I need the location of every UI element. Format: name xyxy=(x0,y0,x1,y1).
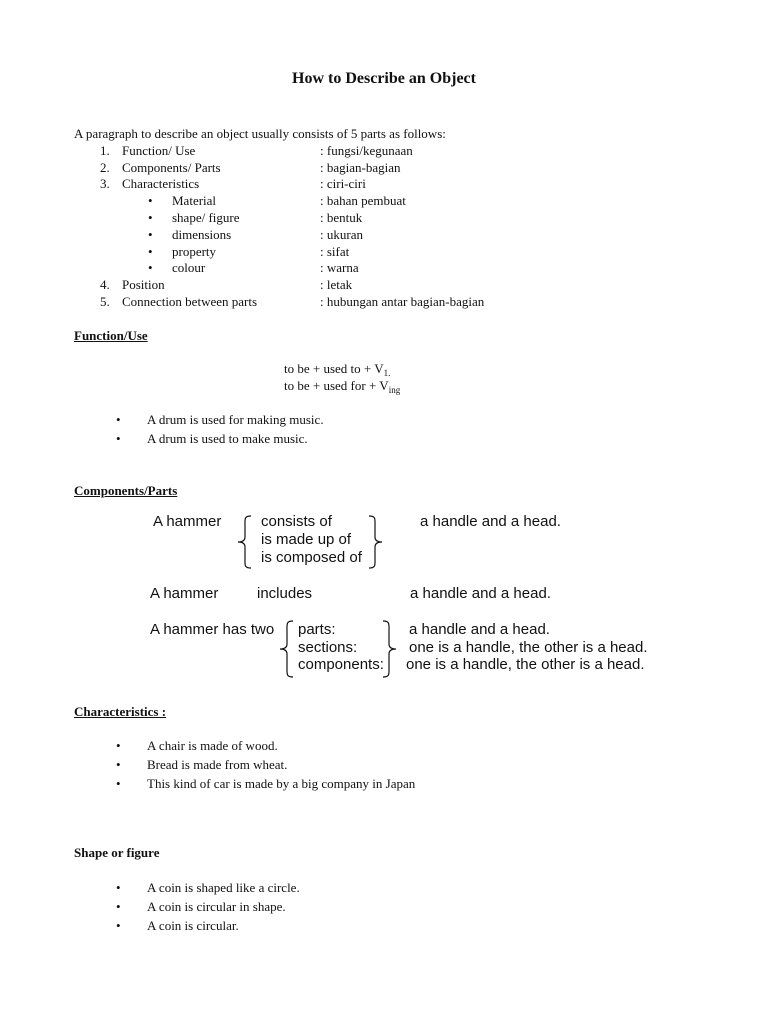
formula-subscript: ing xyxy=(388,385,401,395)
parts-term: Material xyxy=(172,193,217,208)
verb-option: consists of xyxy=(261,513,332,530)
section-heading-components: Components/Parts xyxy=(74,483,178,498)
parts-translation: : bagian-bagian xyxy=(320,160,401,175)
formula-text: to be + used for + V xyxy=(284,378,389,393)
formula-text: to be + used to + V xyxy=(284,361,384,376)
parts-term: shape/ figure xyxy=(172,210,240,225)
shape-example: A coin is shaped like a circle. xyxy=(147,880,300,895)
shape-example: A coin is circular in shape. xyxy=(147,899,286,914)
parts-translation: : sifat xyxy=(320,244,350,259)
shape-example: A coin is circular. xyxy=(147,918,239,933)
parts-translation: : fungsi/kegunaan xyxy=(320,143,413,158)
section-heading-function: Function/Use xyxy=(74,328,148,343)
parts-bullet: • xyxy=(148,193,153,208)
bullet: • xyxy=(116,412,121,427)
left-brace-icon xyxy=(236,515,254,569)
function-example: A drum is used for making music. xyxy=(147,412,324,427)
parts-translation: : warna xyxy=(320,260,359,275)
left-brace-icon xyxy=(278,620,296,678)
parts-bullet: • xyxy=(148,227,153,242)
characteristics-example: Bread is made from wheat. xyxy=(147,757,288,772)
right-brace-icon xyxy=(366,515,384,569)
parts-translation: : ukuran xyxy=(320,227,363,242)
page-title: How to Describe an Object xyxy=(292,70,476,87)
hammer-object: a handle and a head. xyxy=(410,585,551,602)
part-term: parts: xyxy=(298,621,336,638)
parts-translation: : letak xyxy=(320,277,353,292)
parts-term: Characteristics xyxy=(122,176,200,191)
parts-term: Position xyxy=(122,277,165,292)
parts-bullet: • xyxy=(148,210,153,225)
hammer-verb: includes xyxy=(257,585,313,602)
bullet: • xyxy=(116,880,121,895)
parts-term: Connection between parts xyxy=(122,294,258,309)
section-heading-shape: Shape or figure xyxy=(74,845,160,860)
right-brace-icon xyxy=(380,620,398,678)
formula-subscript: 1. xyxy=(383,368,391,378)
hammer-object: a handle and a head. xyxy=(420,513,561,530)
parts-marker: 5. xyxy=(100,294,110,309)
parts-marker: 3. xyxy=(100,176,110,191)
formula-used-for xyxy=(284,378,400,394)
formula-used-to xyxy=(284,361,390,377)
part-term: components: xyxy=(298,656,384,673)
bullet: • xyxy=(116,918,121,933)
bullet: • xyxy=(116,431,121,446)
part-description: a handle and a head. xyxy=(409,621,550,638)
parts-marker: 2. xyxy=(100,160,110,175)
parts-bullet: • xyxy=(148,260,153,275)
parts-bullet: • xyxy=(148,244,153,259)
section-heading-characteristics: Characteristics : xyxy=(74,704,167,719)
parts-marker: 1. xyxy=(100,143,110,158)
hammer-subject: A hammer has two xyxy=(150,621,275,638)
bullet: • xyxy=(116,738,121,753)
parts-translation: : hubungan antar bagian-bagian xyxy=(320,294,485,309)
part-description: one is a handle, the other is a head. xyxy=(409,639,648,656)
part-term: sections: xyxy=(298,639,358,656)
part-description: one is a handle, the other is a head. xyxy=(406,656,645,673)
verb-option: is made up of xyxy=(261,531,352,548)
bullet: • xyxy=(116,776,121,791)
parts-term: Components/ Parts xyxy=(122,160,221,175)
hammer-subject: A hammer xyxy=(153,513,222,530)
parts-translation: : ciri-ciri xyxy=(320,176,366,191)
parts-term: Function/ Use xyxy=(122,143,196,158)
parts-term: property xyxy=(172,244,217,259)
verb-option: is composed of xyxy=(261,549,362,566)
characteristics-example: A chair is made of wood. xyxy=(147,738,278,753)
parts-marker: 4. xyxy=(100,277,110,292)
parts-translation: : bentuk xyxy=(320,210,363,225)
characteristics-example: This kind of car is made by a big company in Japan xyxy=(147,776,416,791)
parts-translation: : bahan pembuat xyxy=(320,193,406,208)
function-example: A drum is used to make music. xyxy=(147,431,308,446)
bullet: • xyxy=(116,757,121,772)
intro-paragraph: A paragraph to describe an object usually consists of 5 parts as follows: xyxy=(74,126,446,141)
bullet: • xyxy=(116,899,121,914)
parts-term: dimensions xyxy=(172,227,232,242)
parts-term: colour xyxy=(172,260,206,275)
hammer-subject: A hammer xyxy=(150,585,219,602)
